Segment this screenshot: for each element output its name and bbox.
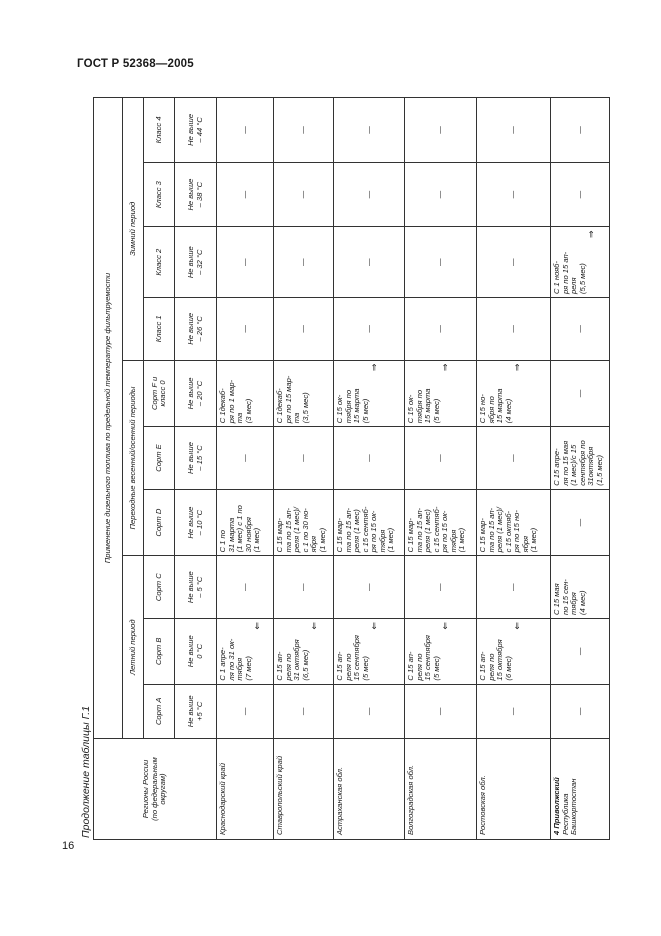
empty-cell: —: [334, 427, 405, 490]
empty-cell: —: [274, 298, 334, 361]
arrow-left-icon: ⇐: [440, 621, 450, 630]
temperature-limit: Не выше – 44 °С: [175, 98, 217, 163]
region-name: 4 Приволжский Республика Башкортостан: [551, 739, 610, 840]
empty-cell: —: [217, 684, 274, 739]
empty-cell: —: [274, 162, 334, 227]
empty-cell: —: [274, 684, 334, 739]
empty-cell: —: [405, 98, 477, 163]
table-row: [551, 98, 610, 840]
table-caption: Продолжение таблицы Г.1: [80, 705, 92, 838]
region-name: Ставропольский край: [274, 739, 334, 840]
grade-header: Класс 1: [144, 298, 175, 361]
empty-cell: —: [217, 427, 274, 490]
table-cell: С 15 ап- реля по 15 октября (6 мес) ⇐: [477, 618, 551, 684]
empty-cell: —: [477, 684, 551, 739]
empty-cell: —: [217, 298, 274, 361]
summer-period-header: Летний период: [123, 556, 144, 739]
table-cell: С 15 ок- тября по 15 марта (5 мес) ⇒: [405, 360, 477, 427]
table-cell: С 1декаб- ря по 15 мар- та (3,5 мес): [274, 360, 334, 427]
arrow-left-icon: ⇐: [512, 621, 522, 630]
table-row: [334, 98, 405, 840]
grade-header: Сорт С: [144, 556, 175, 619]
table-cell: С 15 мар- та по 15 ап- реля (1 мес)/ с 15 октяб- ря по 15 но- ября (1 мес): [477, 489, 551, 556]
empty-cell: —: [477, 556, 551, 619]
table-cell: С 1 апре- ля по 31 ок- тября (7 мес) ⇐: [217, 618, 274, 684]
empty-cell: —: [274, 98, 334, 163]
table-cell: С 1 по 31 марта (1 мес) с 1 по 30 ноября (1 мес): [217, 489, 274, 556]
empty-cell: —: [405, 298, 477, 361]
empty-cell: —: [405, 556, 477, 619]
grade-header: Класс 2: [144, 227, 175, 298]
page-number: 16: [62, 840, 75, 852]
temperature-limit: Не выше – 26 °С: [175, 298, 217, 361]
table-cell: С 15 ок- тября по 15 марта (5 мес) ⇒: [334, 360, 405, 427]
empty-cell: —: [274, 427, 334, 490]
table-cell: С 1 нояб- ря по 15 ап- реля (5,5 мес) ⇒: [551, 227, 610, 298]
temperature-limit: Не выше +5 °С: [175, 684, 217, 739]
temperature-limit: Не выше – 32 °С: [175, 227, 217, 298]
arrow-right-icon: ⇒: [440, 363, 450, 372]
arrow-right-icon: ⇒: [512, 363, 522, 372]
table-cell: С 15 но- ября по 15 марта (4 мес) ⇒: [477, 360, 551, 427]
empty-cell: —: [334, 556, 405, 619]
empty-cell: —: [334, 684, 405, 739]
table-cell: С 15 ап- реля по 31 октября (6,5 мес) ⇐: [274, 618, 334, 684]
arrow-left-icon: ⇐: [369, 621, 379, 630]
grade-header: Сорт D: [144, 489, 175, 556]
empty-cell: —: [477, 162, 551, 227]
transitional-period-header: Переходные весенний/осенний периоды: [123, 360, 144, 556]
table-row: [477, 98, 551, 840]
empty-cell: —: [551, 489, 610, 556]
empty-cell: —: [551, 684, 610, 739]
table-row: [405, 98, 477, 840]
empty-cell: —: [334, 227, 405, 298]
region-name: Волгоградская обл.: [405, 739, 477, 840]
temperature-limit: Не выше – 10 °С: [175, 489, 217, 556]
empty-cell: —: [477, 227, 551, 298]
grade-header: Сорт F и класс 0: [144, 360, 175, 427]
temperature-limit: Не выше – 20 °С: [175, 360, 217, 427]
empty-cell: —: [405, 227, 477, 298]
empty-cell: —: [217, 162, 274, 227]
table-cell: С 15 апре- ля по 15 мая (1 мес)/с 15 сентября по 31октября (1,5 мес): [551, 427, 610, 490]
grade-header: Сорт Е: [144, 427, 175, 490]
table-cell: С 1декаб- ря по 1 мар- та (3 мес): [217, 360, 274, 427]
empty-cell: —: [551, 298, 610, 361]
table-cell: С 15 мар- та по 15 ап- реля (1 мес) с 15 сентяб- ря по 15 ок- тября (1 мес): [405, 489, 477, 556]
table-cell: С 15 ап- реля по 15 сентября (5 мес) ⇐: [334, 618, 405, 684]
empty-cell: —: [217, 556, 274, 619]
regions-header: Регионы России (по федеральным округам): [94, 739, 217, 840]
table-cell: С 15 ап- реля по 15 сентября (5 мес) ⇐: [405, 618, 477, 684]
region-name: Ростовская обл.: [477, 739, 551, 840]
empty-cell: —: [217, 227, 274, 298]
grade-header: Сорт В: [144, 618, 175, 684]
empty-cell: —: [334, 98, 405, 163]
winter-period-header: Зимний период: [123, 98, 144, 361]
federal-district: 4 Приволжский: [552, 777, 561, 835]
empty-cell: —: [405, 162, 477, 227]
fuel-application-table: [93, 97, 610, 840]
temperature-limit: Не выше – 5 °С: [175, 556, 217, 619]
empty-cell: —: [551, 360, 610, 427]
empty-cell: —: [477, 298, 551, 361]
empty-cell: —: [334, 162, 405, 227]
empty-cell: —: [405, 427, 477, 490]
table-cell: С 15 мая по 15 сен- тября (4 мес): [551, 556, 610, 619]
arrow-left-icon: ⇐: [252, 621, 262, 630]
grade-header: Класс 3: [144, 162, 175, 227]
empty-cell: —: [274, 556, 334, 619]
rotated-table-container: [93, 97, 604, 840]
arrow-right-icon: ⇒: [369, 363, 379, 372]
empty-cell: —: [334, 298, 405, 361]
region-name: Астраханская обл.: [334, 739, 405, 840]
arrow-right-icon: ⇒: [586, 230, 596, 238]
region-name: Краснодарский край: [217, 739, 274, 840]
table-row: [274, 98, 334, 840]
empty-cell: —: [551, 618, 610, 684]
table-cell: С 15 мар- та по 15 ап- реля (1 мес)/ с 1 по 30 но- ября (1 мес): [274, 489, 334, 556]
table-row: [217, 98, 274, 840]
empty-cell: —: [405, 684, 477, 739]
temperature-limit: Не выше 0 °С: [175, 618, 217, 684]
table-cell: С 15 мар- та по 15 ап- реля (1 мес) с 15 сентяб- ря по 15 ок- тября (1 мес): [334, 489, 405, 556]
empty-cell: —: [217, 98, 274, 163]
empty-cell: —: [551, 98, 610, 163]
document-header: ГОСТ Р 52368—2005: [77, 58, 194, 70]
grade-header: Сорт А: [144, 684, 175, 739]
arrow-left-icon: ⇐: [309, 621, 319, 630]
application-header: Применение дизельного топлива по предельной температуре фильтруемости: [94, 98, 123, 739]
empty-cell: —: [477, 427, 551, 490]
empty-cell: —: [551, 162, 610, 227]
empty-cell: —: [274, 227, 334, 298]
grade-header: Класс 4: [144, 98, 175, 163]
temperature-limit: Не выше – 38 °С: [175, 162, 217, 227]
empty-cell: —: [477, 98, 551, 163]
temperature-limit: Не выше – 15 °С: [175, 427, 217, 490]
